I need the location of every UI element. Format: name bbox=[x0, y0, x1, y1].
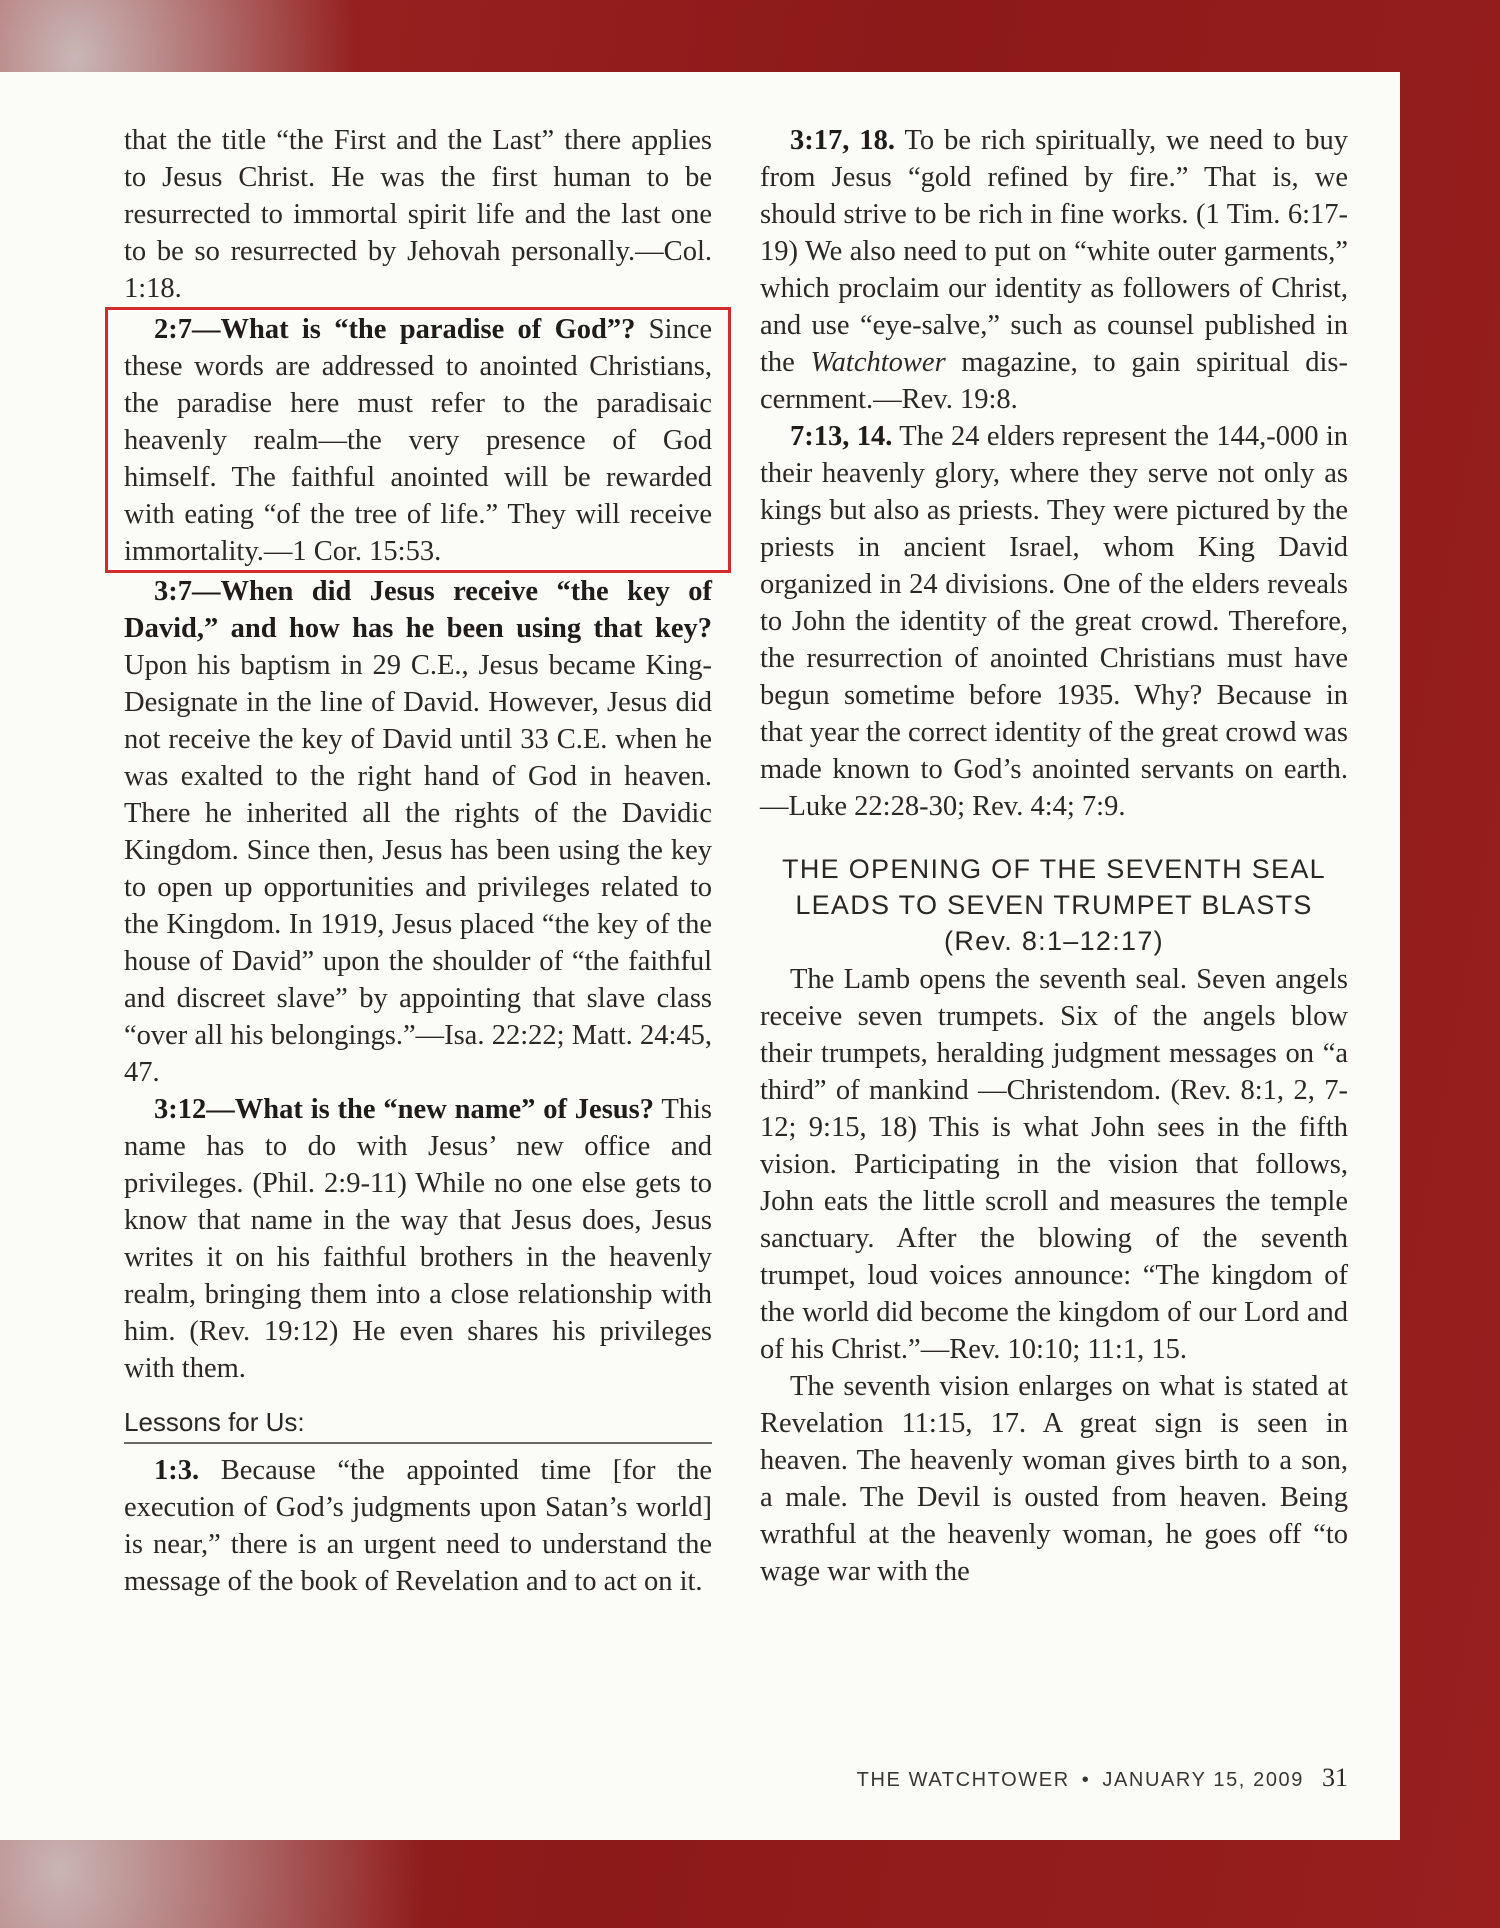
issue-date: JANUARY 15, 2009 bbox=[1102, 1769, 1304, 1791]
answer-text: Upon his baptism in 29 C.E., Jesus became King-Designate in the line of David. However, Jesus did not receive the key of David until 33 C.E. when he was exalted to the right hand of God in heaven. There he inherited all the rights of the Davidic Kingdom. Since then, Jesus has been using the key to open up opportunities and privileges related to the Kingdom. In 1919, Jesus placed “the key of the house of David” upon the shoulder of “the faithful and discreet slave” by appointing that slave class “over all his belongings.”—Isa. 22:22; Matt. 24:45, 47. bbox=[124, 650, 712, 1088]
question-heading: 2:7—What is “the paradise of God”? bbox=[154, 314, 636, 345]
magazine-page bbox=[0, 72, 1400, 1840]
footer-separator: • bbox=[1081, 1769, 1091, 1791]
lesson-text: The 24 elders represent the 144,-000 in their heavenly glory, where they serve not only as kings but also as priests. They were pictured by the priests in ancient Israel, whom King David organized in 24 divisions. One of the elders reveals to John the identity of the great crowd. Therefore, the resurrection of anointed Christians must have begun sometime before 1935. Why? Because in that year the correct identity of the great crowd was made known to God’s anointed servants on earth.—Luke 22:28-30; Rev. 4:4; 7:9. bbox=[760, 421, 1348, 822]
paragraph-paradise-of-god bbox=[124, 311, 712, 570]
lessons-heading: Lessons for Us: bbox=[124, 1405, 712, 1444]
section-heading bbox=[760, 851, 1348, 959]
section-heading-line: LEADS TO SEVEN TRUMPET BLASTS bbox=[795, 890, 1313, 920]
lesson-reference: 1:3. bbox=[154, 1455, 200, 1486]
paragraph-24-elders bbox=[760, 418, 1348, 825]
answer-text: This name has to do with Jesus’ new office and privileges. (Phil. 2:9-11) While no one else gets to know that name in the way that Jesus does, Jesus writes it on his faithful brothers in the heavenly realm, bringing them into a close relationship with him. (Rev. 19:12) He even shares his privileges with them. bbox=[124, 1094, 712, 1384]
lesson-text: Because “the appointed time [for the execution of God’s judgments upon Satan’s world] is near,” there is an urgent need to understand the message of the book of Revelation and to act on it. bbox=[124, 1455, 712, 1597]
paragraph-seventh-seal: The Lamb opens the seventh seal. Seven angels receive seven trumpets. Six of the angels blow their trumpets, heralding judgment messages on “a third” of mankind —Christendom. (Rev. 8:1, 2, 7-12; 9:15, 18) This is what John sees in the fifth vision. Participating in the vision that follows, John eats the little scroll and measures the temple sanctuary. After the blowing of the seventh trumpet, loud voices announce: “The kingdom of the world did become the kingdom of our Lord and of his Christ.”—Rev. 10:10; 11:1, 15. bbox=[760, 964, 1348, 1365]
section-heading-line: THE OPENING OF THE SEVENTH SEAL bbox=[782, 854, 1326, 884]
paragraph-lesson-1-3 bbox=[124, 1452, 712, 1600]
highlighted-passage bbox=[105, 307, 731, 573]
paragraph-key-of-david bbox=[124, 573, 712, 1091]
lesson-reference: 7:13, 14. bbox=[790, 421, 893, 452]
lesson-reference: 3:17, 18. bbox=[790, 125, 895, 156]
section-heading-reference: (Rev. 8:1–12:17) bbox=[944, 926, 1164, 956]
lesson-text: To be rich spiritually, we need to buy from Jesus “gold refined by fire.” That is, we should strive to be rich in fine works. (1 Tim. 6:17-19) We also need to put on “white outer garments,” which proclaim our identity as followers of Christ, and use “eye-salve,” such as counsel published in the bbox=[760, 125, 1348, 378]
right-column bbox=[760, 122, 1348, 1590]
lesson-text: magazine, to gain spiritual discernment.—Rev. 19:8. bbox=[760, 347, 1348, 415]
paragraph-new-name bbox=[124, 1091, 712, 1387]
magazine-title: Watchtower bbox=[810, 347, 946, 378]
page-footer bbox=[857, 1763, 1348, 1793]
paragraph-seventh-vision: The seventh vision enlarges on what is stated at Revelation 11:15, 17. A great sign is seen in heaven. The heavenly woman gives birth to a son, a male. The Devil is ousted from heaven. Being wrathful at the heavenly woman, he goes off “to wage war with the bbox=[760, 1371, 1348, 1587]
paragraph-rich-spiritually bbox=[760, 122, 1348, 418]
question-heading: 3:7—When did Jesus receive “the key of David,” and how has he been using that key? bbox=[124, 576, 712, 644]
answer-text: Since these words are addressed to anointed Christians, the paradise here must refer to the paradisaic heavenly realm—the very presence of God himself. The faithful anointed will be rewarded with eating “of the tree of life.” They will receive immortality.—1 Cor. 15:53. bbox=[124, 314, 712, 567]
paragraph-first-and-last: that the title “the First and the Last” there applies to Jesus Christ. He was the first human to be resurrected to immortal spirit life and the last one to be so resurrected by Jehovah personally.—Col. 1:18. bbox=[124, 125, 712, 304]
left-column bbox=[124, 122, 712, 1600]
question-heading: 3:12—What is the “new name” of Jesus? bbox=[154, 1094, 654, 1125]
publication-name: THE WATCHTOWER bbox=[856, 1769, 1070, 1791]
page-number: 31 bbox=[1322, 1763, 1348, 1792]
